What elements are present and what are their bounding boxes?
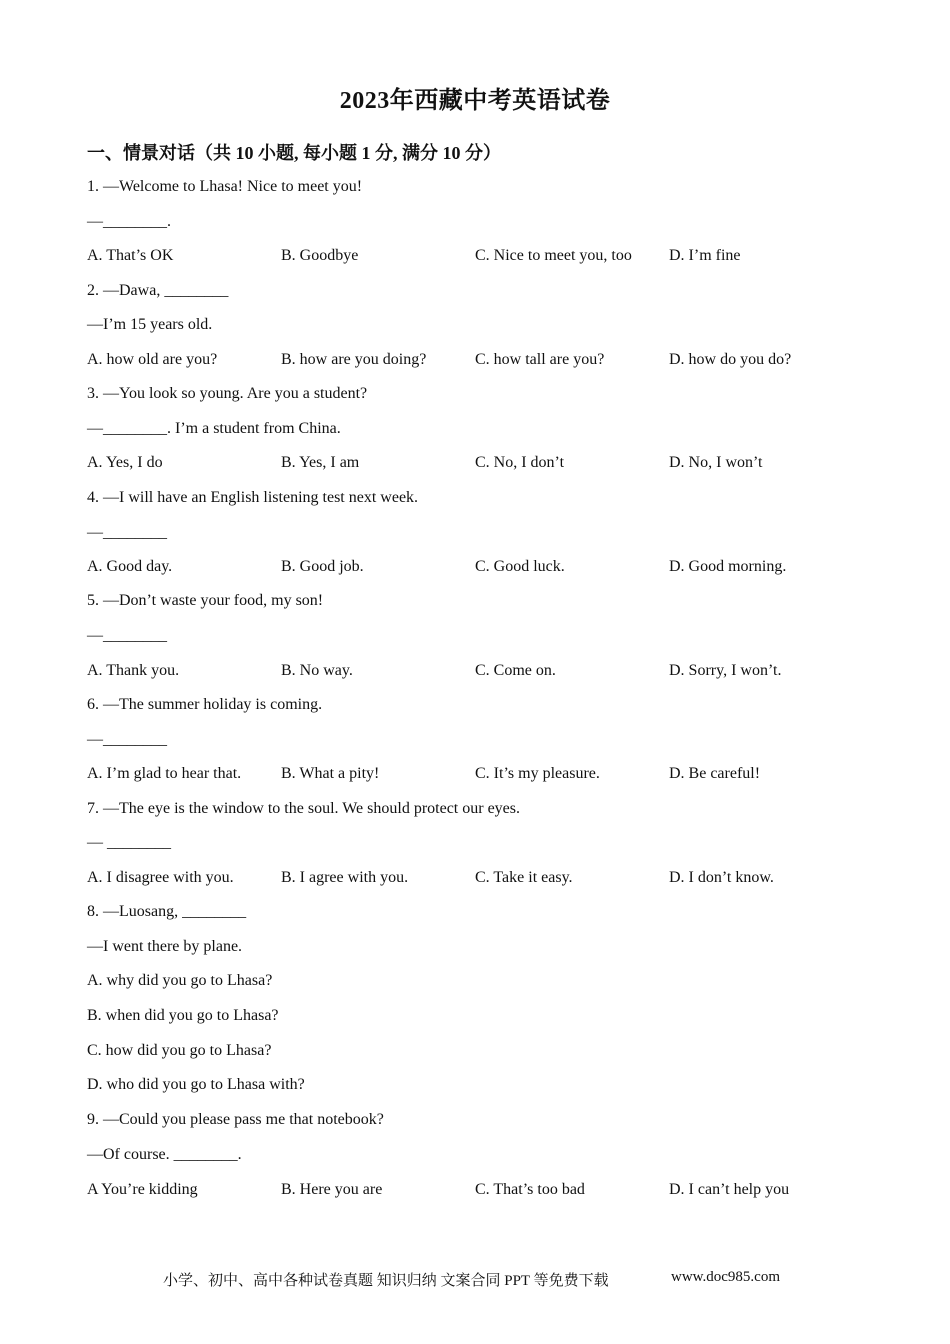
question-3-option-c: C. No, I don’t — [475, 454, 565, 471]
question-5-prompt: 5. —Don’t waste your food, my son! — [87, 592, 324, 609]
question-1-option-c: C. Nice to meet you, too — [475, 247, 632, 264]
question-3-option-b: B. Yes, I am — [281, 454, 360, 471]
question-6-option-a: A. I’m glad to hear that. — [87, 765, 242, 782]
question-1-option-a: A. That’s OK — [87, 247, 174, 264]
question-3-option-a: A. Yes, I do — [87, 454, 163, 471]
question-2-option-b: B. how are you doing? — [281, 351, 427, 368]
question-2-response: —I’m 15 years old. — [87, 316, 213, 333]
question-4-option-c: C. Good luck. — [475, 558, 565, 575]
question-9-option-b: B. Here you are — [281, 1181, 383, 1198]
question-3-prompt: 3. —You look so young. Are you a student? — [87, 385, 368, 402]
question-7-option-c: C. Take it easy. — [475, 869, 573, 886]
question-6-prompt: 6. —The summer holiday is coming. — [87, 696, 323, 713]
question-5-response: —________ — [87, 627, 167, 644]
question-4-prompt: 4. —I will have an English listening test next week. — [87, 489, 419, 506]
question-9-option-c: C. That’s too bad — [475, 1181, 585, 1198]
question-8-option-a: A. why did you go to Lhasa? — [87, 972, 273, 989]
question-9-option-a: A You’re kidding — [87, 1181, 198, 1198]
page-title: 2023年西藏中考英语试卷 — [339, 88, 611, 114]
question-7-option-a: A. I disagree with you. — [87, 869, 234, 886]
question-2-prompt: 2. —Dawa, ________ — [87, 282, 229, 299]
question-2-option-d: D. how do you do? — [669, 351, 792, 368]
question-6-response: —________ — [87, 731, 167, 748]
question-5-option-c: C. Come on. — [475, 662, 556, 679]
question-5-option-d: D. Sorry, I won’t. — [669, 662, 782, 679]
question-3-response: —________. I’m a student from China. — [87, 420, 341, 437]
question-2-option-a: A. how old are you? — [87, 351, 218, 368]
question-7-option-b: B. I agree with you. — [281, 869, 409, 886]
question-6-option-d: D. Be careful! — [669, 765, 761, 782]
question-5-option-b: B. No way. — [281, 662, 353, 679]
question-3-option-d: D. No, I won’t — [669, 454, 763, 471]
question-9-response: —Of course. ________. — [87, 1146, 242, 1163]
question-6-option-c: C. It’s my pleasure. — [475, 765, 600, 782]
question-7-response: — ________ — [87, 834, 171, 851]
question-9-option-d: D. I can’t help you — [669, 1181, 790, 1198]
question-8-option-c: C. how did you go to Lhasa? — [87, 1042, 272, 1059]
question-8-option-b: B. when did you go to Lhasa? — [87, 1007, 279, 1024]
question-1-response: —________. — [87, 213, 171, 230]
section-heading: 一、情景对话（共 10 小题, 每小题 1 分, 满分 10 分） — [87, 143, 501, 163]
question-1-option-d: D. I’m fine — [669, 247, 741, 264]
question-8-prompt: 8. —Luosang, ________ — [87, 903, 247, 920]
question-8-response: —I went there by plane. — [87, 938, 243, 955]
question-4-option-d: D. Good morning. — [669, 558, 787, 575]
question-7-prompt: 7. —The eye is the window to the soul. We should protect our eyes. — [87, 800, 520, 817]
question-8-option-d: D. who did you go to Lhasa with? — [87, 1076, 305, 1093]
question-4-response: —________ — [87, 524, 167, 541]
question-2-option-c: C. how tall are you? — [475, 351, 605, 368]
question-9-prompt: 9. —Could you please pass me that notebook? — [87, 1111, 384, 1128]
footer-website-link[interactable]: www.doc985.com — [671, 1269, 781, 1285]
footer-tagline: 小学、初中、高中各种试卷真题 知识归纳 文案合同 PPT 等免费下载 — [163, 1273, 609, 1289]
question-6-option-b: B. What a pity! — [281, 765, 380, 782]
question-1-option-b: B. Goodbye — [281, 247, 359, 264]
question-5-option-a: A. Thank you. — [87, 662, 180, 679]
question-1-prompt: 1. —Welcome to Lhasa! Nice to meet you! — [87, 178, 363, 195]
question-7-option-d: D. I don’t know. — [669, 869, 774, 886]
question-4-option-a: A. Good day. — [87, 558, 173, 575]
question-4-option-b: B. Good job. — [281, 558, 364, 575]
